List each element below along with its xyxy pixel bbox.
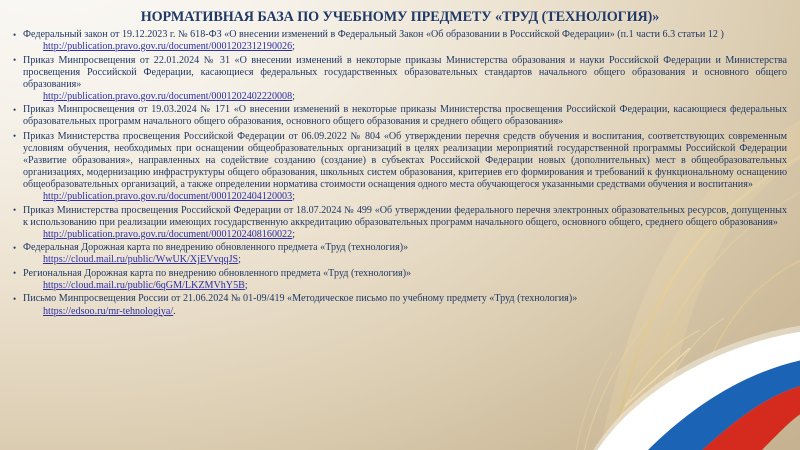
link-punctuation: ; [292, 41, 295, 53]
list-item-text: • Письмо Минпросвещения России от 21.06.2024 № 01-09/419 «Методическое письмо по учебному предмету «Труд (технология)» [23, 293, 578, 305]
list-item-link-line [23, 280, 787, 292]
list-item-text: • Федеральный закон от 19.12.2023 г. № 618-ФЗ «О внесении изменений в Федеральный Закон «Об образовании в Российской Федерации» (п.1 части 6.3 статьи 12 ) [23, 29, 724, 40]
roadmap-federal-link[interactable]: https://cloud.mail.ru/public/WwUK/XjEVvqqJS [43, 254, 239, 266]
list-item [11, 104, 787, 128]
link-punctuation: . [173, 305, 176, 317]
list-item [11, 29, 787, 53]
list-item-link-line [23, 254, 787, 266]
document-link[interactable]: http://publication.pravo.gov.ru/document/0001202312190026 [43, 41, 293, 53]
list-item-text: • Приказ Министерства просвещения Российской Федерации от 18.07.2024 № 499 «Об утверждении федерального перечня электронных образовательных ресурсов, допущенных к использованию при реализации имеющих государственную аккредитацию образовательных программ начального общего, основного общего, среднего общего образования» [23, 204, 787, 228]
list-item-text: • Федеральная Дорожная карта по внедрению обновленного предмета «Труд (технология)» [23, 242, 409, 254]
list-item [11, 55, 787, 103]
document-link[interactable]: http://publication.pravo.gov.ru/document/0001202404120003 [43, 191, 293, 203]
russian-flag-ribbon [592, 324, 800, 450]
list-item-text: • Приказ Министерства просвещения Российской Федерации от 06.09.2022 № 804 «Об утверждении перечня средств обучения и воспитания, соответствующих современным условиям обучения, необходимых при оснащении общеобразовательных организаций в целях реализации мероприятий государственной программы Российской Федерации «Развитие образования», направленных на содействие созданию (создание) в субъектах Российской Федерации новых (дополнительных) мест в общеобразовательных организациях, модернизацию инфраструктуры общего образования, школьных систем образования, критериев его формирования и требований к функциональному оснащению общеобразовательных организаций, а также определении норматива стоимости оснащения одного места обучающегося указанными средствами обучения и воспитания» [23, 130, 787, 191]
list-item-link-line [23, 41, 787, 53]
methodical-letter-link[interactable]: https://edsoo.ru/mr-tehnologiya/ [43, 305, 174, 317]
document-link[interactable]: http://publication.pravo.gov.ru/document/0001202408160022 [43, 228, 293, 240]
list-item-text: • Приказ Минпросвещения от 22.01.2024 № 31 «О внесении изменений в некоторые приказы Министерства образования и науки Российской Федерации и Министерства просвещения Российской Федерации, касающиеся федеральных государственных образовательных стандартов начального общего образования и основного общего образования» [23, 54, 787, 90]
document-link[interactable]: http://publication.pravo.gov.ru/document/0001202402220008 [43, 90, 293, 102]
link-punctuation: ; [244, 279, 248, 291]
list-item-link-line [23, 191, 787, 203]
list-item-text: • Приказ Минпросвещения от 19.03.2024 № 171 «О внесении изменений в некоторые приказы Министерства просвещения Российской Федерации, касающиеся федеральных образовательных программ начального общего образования, основного общего образования и среднего общего образования» [23, 104, 787, 128]
page-title: НОРМАТИВНАЯ БАЗА ПО УЧЕБНОМУ ПРЕДМЕТУ «ТРУД (ТЕХНОЛОГИЯ)» [140, 9, 660, 25]
link-punctuation: ; [238, 254, 241, 266]
list-item [11, 242, 787, 266]
list-item-link-line [23, 229, 787, 241]
list-item-link-line [23, 91, 787, 103]
list-item [11, 131, 787, 203]
list-item-text: • Региональная Дорожная карта по внедрению обновленного предмета «Труд (технология)» [23, 267, 412, 279]
link-punctuation: ; [292, 191, 295, 203]
roadmap-regional-link[interactable]: https://cloud.mail.ru/public/6qGM/LKZMVhY5B [43, 279, 245, 291]
list-item [11, 205, 787, 241]
list-item [11, 293, 787, 317]
list-item [11, 268, 787, 292]
link-punctuation: ; [292, 90, 295, 102]
link-punctuation: ; [292, 228, 295, 240]
normative-documents-list [0, 29, 800, 318]
list-item-link-line [23, 306, 787, 318]
